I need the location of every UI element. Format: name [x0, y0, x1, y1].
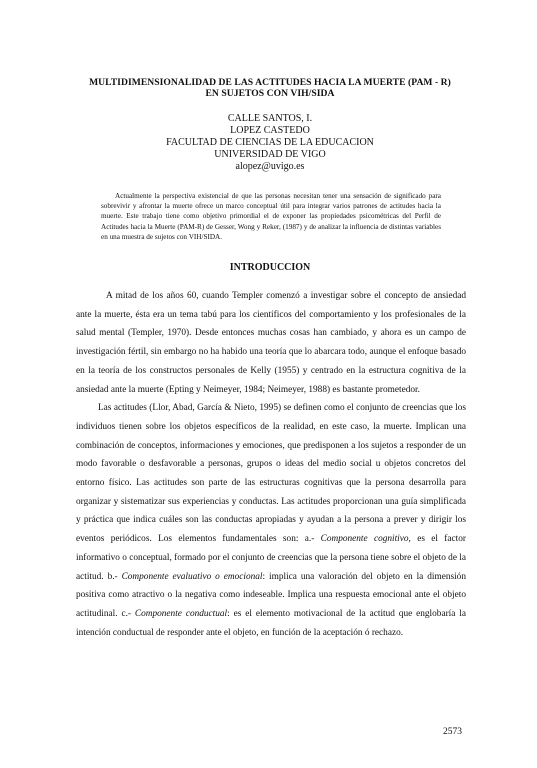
author-university: UNIVERSIDAD DE VIGO	[214, 149, 326, 160]
author-name-2: LOPEZ CASTEDO	[230, 125, 310, 136]
term-evaluative-component: Componente evaluativo o emocional	[121, 571, 263, 582]
section-heading: INTRODUCCION	[229, 262, 311, 273]
paragraph-1-text: A mitad de los años 60, cuando Templer comenzó a investigar sobre el concepto de ansiedad ante la muerte, ésta era un tema tabú para los científicos del comportamiento y los profesionales de la salud mental (Templer, 1970). Desde entonces muchas cosas han cambiado, y ahora es un campo de investigación fértil, sin embargo no ha habido una teoría que lo abarcara todo, aunque el enfoque basado en la teoría de los constructos personales de Kelly (1955) y centrado en la estructura cognitiva de la ansiedad ante la muerte (Epting y Neimeyer, 1984; Neimeyer, 1988) es bastante prometedor.	[76, 291, 466, 395]
paragraph	[76, 287, 466, 399]
paragraph-2-text-b: , es el factor informativo o conceptual, formado por el conjunto de creencias que la persona tiene sobre el objeto de la actitud. b.-	[76, 534, 466, 582]
author-email: alopez@uvigo.es	[235, 161, 305, 172]
paragraph-2-text-a: Las actitudes (Llor, Abad, García & Nieto, 1995) se definen como el conjunto de creencias que los individuos tienen sobre los objetos específicos de la realidad, en este caso, la muerte. Implican una combinación de conceptos, informaciones y emociones, que predisponen a los sujetos a responder de un modo favorable o desfavorable a personas, grupos o ideas del medio social u objetos concretos del entorno físico. Las actitudes son parte de las estructuras cognitivas que la persona desarrolla para organizar y sistematizar sus experiencias y conductas. Las actitudes proporcionan una guía simplificada y práctica que indica cuáles son las conductas apropiadas y ayudan a la persona a prever y dirigir los eventos periódicos. Los elementos fundamentales son: a.-	[76, 403, 466, 545]
term-cognitive-component: Componente cognitivo	[320, 534, 409, 545]
paper-title	[60, 77, 480, 99]
term-behavioral-component: Componente conductual	[134, 608, 228, 619]
paragraph	[76, 399, 466, 642]
paragraph-2-text-d: : es el elemento motivacional de la actitud que englobaría la intención conductual de responder ante el objeto, en función de la aceptación ó rechazo.	[76, 608, 466, 638]
author-name: CALLE SANTOS, I.	[227, 113, 313, 124]
page-number: 2573	[443, 727, 462, 737]
body-text	[76, 287, 466, 642]
abstract	[101, 191, 441, 242]
title-line-1: MULTIDIMENSIONALIDAD DE LAS ACTITUDES HACIA LA MUERTE (PAM - R)	[89, 77, 451, 88]
title-line-2: EN SUJETOS CON VIH/SIDA	[205, 88, 335, 99]
author-faculty: FACULTAD DE CIENCIAS DE LA EDUCACION	[166, 137, 374, 148]
abstract-text: Actualmente la perspectiva existencial de que las personas necesitan tener una sensación de significado para sobrevivir y afrontar la muerte ofrece un marco conceptual útil para integrar varios patrones de actitudes hacia la muerte. Este trabajo tiene como objetivo primordial el de exponer las propiedades psicométricas del Perfil de Actitudes hacia la Muerte (PAM-R) de Gesser, Wong y Reker, (1987) y de analizar la influencia de distintas variables en una muestra de sujetos con VIH/SIDA.	[101, 192, 441, 241]
paragraph-2-text-c: : implica una valoración del objeto en la dimensión positiva como atractivo o la negativa como indeseable. Implica una respuesta emocional ante el objeto actitudinal. c.-	[76, 571, 466, 619]
author-block	[60, 113, 480, 173]
